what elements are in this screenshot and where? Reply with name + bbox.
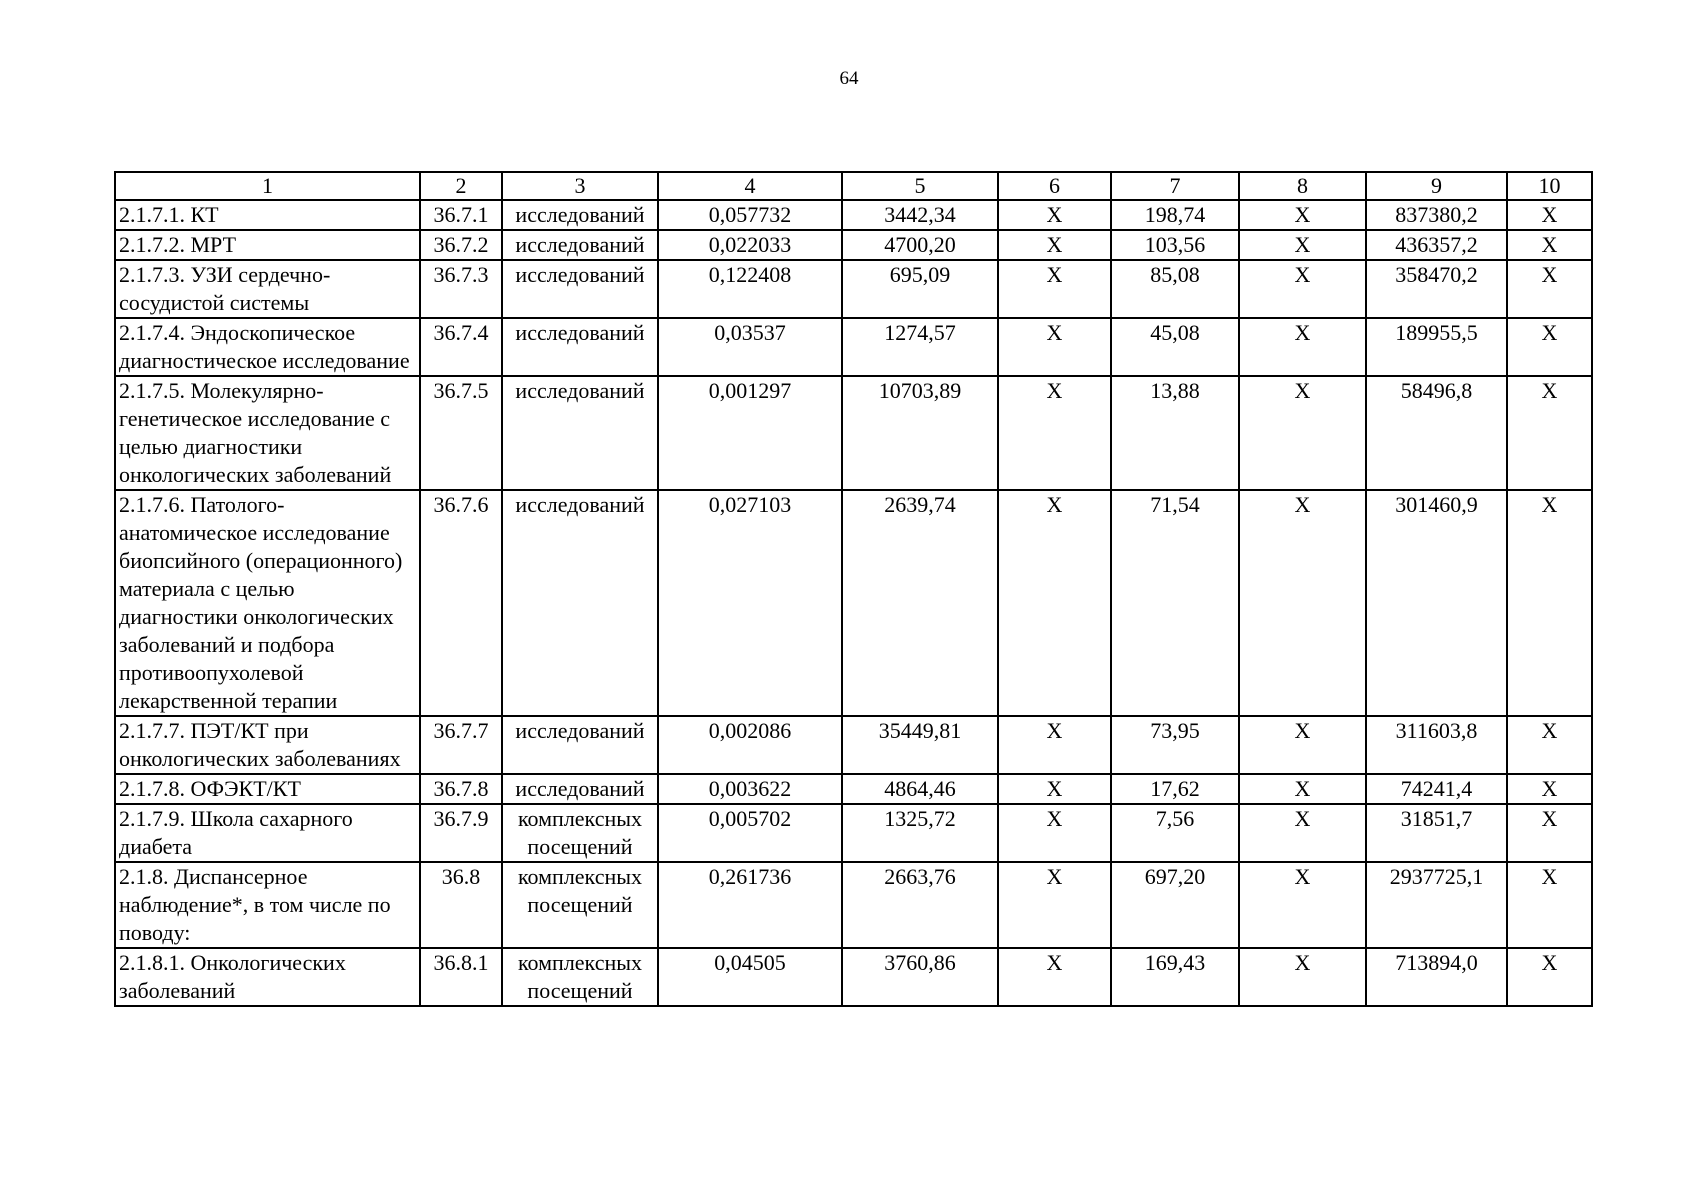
table-cell: Х	[998, 716, 1111, 774]
table-cell: 36.7.7	[420, 716, 502, 774]
table-row	[115, 200, 1592, 230]
table-cell: 4700,20	[842, 230, 998, 260]
table-cell: исследований	[502, 490, 658, 716]
table-cell: 2.1.7.1. КТ	[115, 200, 420, 230]
table-cell: исследований	[502, 200, 658, 230]
table-cell: 1274,57	[842, 318, 998, 376]
column-header: 3	[502, 172, 658, 200]
table-cell: 36.7.2	[420, 230, 502, 260]
table-cell: 189955,5	[1366, 318, 1507, 376]
table-cell: 13,88	[1111, 376, 1239, 490]
table-cell: 35449,81	[842, 716, 998, 774]
table-cell: 36.7.4	[420, 318, 502, 376]
table-cell: 2.1.7.4. Эндоскопическое диагностическое исследование	[115, 318, 420, 376]
table-cell: Х	[998, 230, 1111, 260]
table-cell: 4864,46	[842, 774, 998, 804]
table-cell: 837380,2	[1366, 200, 1507, 230]
table-cell: 7,56	[1111, 804, 1239, 862]
table-cell: Х	[1507, 230, 1592, 260]
table-cell: 358470,2	[1366, 260, 1507, 318]
table-cell: 103,56	[1111, 230, 1239, 260]
table-cell: 0,002086	[658, 716, 842, 774]
column-header: 9	[1366, 172, 1507, 200]
table-cell: Х	[1507, 804, 1592, 862]
table-cell: 36.7.9	[420, 804, 502, 862]
table-cell: Х	[998, 948, 1111, 1006]
table-cell: Х	[1239, 376, 1366, 490]
table-cell: 713894,0	[1366, 948, 1507, 1006]
table-cell: Х	[1239, 862, 1366, 948]
table-cell: Х	[1507, 774, 1592, 804]
table-cell: Х	[1239, 774, 1366, 804]
table-cell: 36.7.3	[420, 260, 502, 318]
column-header: 10	[1507, 172, 1592, 200]
table-row	[115, 948, 1592, 1006]
table-cell: 0,027103	[658, 490, 842, 716]
table-cell: 2.1.7.7. ПЭТ/КТ при онкологических заболеваниях	[115, 716, 420, 774]
table-cell: 36.7.5	[420, 376, 502, 490]
column-header: 7	[1111, 172, 1239, 200]
page-number: 64	[839, 68, 859, 89]
table-cell: 31851,7	[1366, 804, 1507, 862]
table-cell: Х	[1239, 948, 1366, 1006]
table-cell: Х	[1239, 804, 1366, 862]
table-cell: 36.8.1	[420, 948, 502, 1006]
table-cell: исследований	[502, 230, 658, 260]
column-header: 4	[658, 172, 842, 200]
table-row	[115, 774, 1592, 804]
table-cell: 697,20	[1111, 862, 1239, 948]
table-cell: 1325,72	[842, 804, 998, 862]
table-cell: комплексных посещений	[502, 948, 658, 1006]
table-cell: 2.1.7.8. ОФЭКТ/КТ	[115, 774, 420, 804]
table-cell: Х	[998, 200, 1111, 230]
table-cell: 2.1.7.6. Патолого-анатомическое исследование биопсийного (операционного) материала с целью диагностики онкологических заболеваний и подбора противоопухолевой лекарственной терапии	[115, 490, 420, 716]
table-cell: 169,43	[1111, 948, 1239, 1006]
table-cell: Х	[998, 774, 1111, 804]
table-cell: 73,95	[1111, 716, 1239, 774]
table-row	[115, 376, 1592, 490]
table-cell: исследований	[502, 260, 658, 318]
table-cell: комплексных посещений	[502, 804, 658, 862]
table-cell: 58496,8	[1366, 376, 1507, 490]
table-cell: 2.1.7.9. Школа сахарного диабета	[115, 804, 420, 862]
table-cell: 0,261736	[658, 862, 842, 948]
table-cell: 695,09	[842, 260, 998, 318]
table-cell: 36.7.6	[420, 490, 502, 716]
table-cell: 2.1.8. Диспансерное наблюдение*, в том числе по поводу:	[115, 862, 420, 948]
table-cell: 45,08	[1111, 318, 1239, 376]
table-cell: Х	[998, 490, 1111, 716]
table-cell: 74241,4	[1366, 774, 1507, 804]
table-cell: Х	[1507, 376, 1592, 490]
table-cell: 198,74	[1111, 200, 1239, 230]
table-cell: 2639,74	[842, 490, 998, 716]
table-cell: 3760,86	[842, 948, 998, 1006]
table-cell: 0,005702	[658, 804, 842, 862]
table-cell: Х	[1239, 490, 1366, 716]
table-cell: Х	[1239, 716, 1366, 774]
table-cell: 36.8	[420, 862, 502, 948]
table-cell: Х	[1239, 230, 1366, 260]
table-cell: Х	[1507, 862, 1592, 948]
table-cell: Х	[1507, 318, 1592, 376]
table-cell: Х	[1507, 200, 1592, 230]
table-row	[115, 490, 1592, 716]
table-cell: 0,001297	[658, 376, 842, 490]
header-row	[115, 172, 1592, 200]
table-cell: 2937725,1	[1366, 862, 1507, 948]
table-cell: 0,04505	[658, 948, 842, 1006]
table-cell: Х	[1239, 260, 1366, 318]
table-row	[115, 862, 1592, 948]
table-cell: Х	[998, 862, 1111, 948]
table-cell: 3442,34	[842, 200, 998, 230]
column-header: 6	[998, 172, 1111, 200]
table-cell: Х	[998, 804, 1111, 862]
table-cell: 36.7.1	[420, 200, 502, 230]
column-header: 2	[420, 172, 502, 200]
column-header: 8	[1239, 172, 1366, 200]
table-cell: 0,003622	[658, 774, 842, 804]
table-row	[115, 260, 1592, 318]
table-cell: 0,057732	[658, 200, 842, 230]
table-row	[115, 716, 1592, 774]
table-cell: 311603,8	[1366, 716, 1507, 774]
table-cell: 0,022033	[658, 230, 842, 260]
table-cell: 2.1.7.3. УЗИ сердечно-сосудистой системы	[115, 260, 420, 318]
data-table	[114, 171, 1593, 1007]
table-cell: Х	[998, 318, 1111, 376]
table-row	[115, 230, 1592, 260]
table-cell: Х	[1507, 490, 1592, 716]
table-cell: 436357,2	[1366, 230, 1507, 260]
table-cell: комплексных посещений	[502, 862, 658, 948]
table-cell: 2663,76	[842, 862, 998, 948]
table-cell: 0,03537	[658, 318, 842, 376]
table-cell: 36.7.8	[420, 774, 502, 804]
table-cell: исследований	[502, 376, 658, 490]
table-cell: Х	[1507, 260, 1592, 318]
table-cell: Х	[1239, 200, 1366, 230]
table-cell: 85,08	[1111, 260, 1239, 318]
table-cell: исследований	[502, 716, 658, 774]
column-header: 1	[115, 172, 420, 200]
column-header: 5	[842, 172, 998, 200]
table-cell: 2.1.7.2. МРТ	[115, 230, 420, 260]
table-cell: исследований	[502, 774, 658, 804]
table-cell: 2.1.7.5. Молекулярно-генетическое исследование с целью диагностики онкологических заболеваний	[115, 376, 420, 490]
table-cell: Х	[1507, 948, 1592, 1006]
table-cell: Х	[1507, 716, 1592, 774]
table-row	[115, 804, 1592, 862]
table-cell: 2.1.8.1. Онкологических заболеваний	[115, 948, 420, 1006]
table-row	[115, 318, 1592, 376]
table-cell: исследований	[502, 318, 658, 376]
table-cell: 0,122408	[658, 260, 842, 318]
table-cell: 71,54	[1111, 490, 1239, 716]
table-cell: Х	[998, 376, 1111, 490]
table-cell: 17,62	[1111, 774, 1239, 804]
table-cell: 301460,9	[1366, 490, 1507, 716]
table-body	[115, 172, 1592, 1006]
table-cell: Х	[1239, 318, 1366, 376]
table-cell: Х	[998, 260, 1111, 318]
table-cell: 10703,89	[842, 376, 998, 490]
